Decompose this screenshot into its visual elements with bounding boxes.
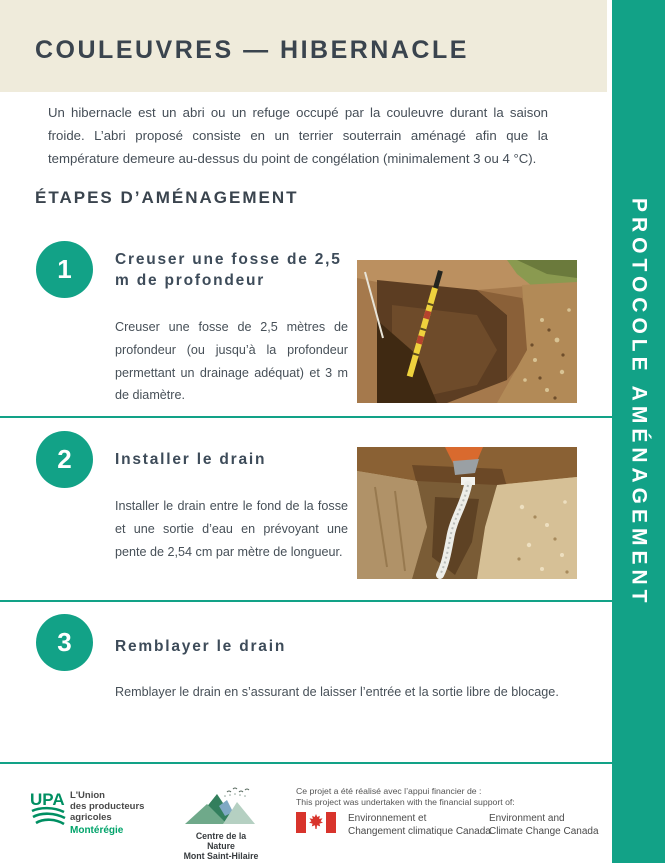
upa-name xyxy=(70,791,144,837)
canada-flag-icon xyxy=(296,812,336,833)
upa-name-line: agricoles xyxy=(70,811,112,823)
step-title: Remblayer le drain xyxy=(115,638,287,655)
eccc-en-line: Climate Change Canada xyxy=(489,825,599,837)
upa-name-line: des producteurs xyxy=(70,800,145,812)
step-number: 2 xyxy=(57,444,72,474)
section-divider xyxy=(0,416,612,418)
mountain-icon xyxy=(183,786,259,826)
drain-installation-photo xyxy=(357,447,577,579)
nature-centre-name-line: Mont Saint-Hilaire xyxy=(183,850,259,861)
step-description: Creuser une fosse de 2,5 mètres de profondeur (ou jusqu’à la profondeur permettant un drainage adéquat) et 3 m de diamètre. xyxy=(115,320,348,403)
eccc-label-fr xyxy=(348,813,491,838)
step-title: Creuser une fosse de 2,5 m de profondeur xyxy=(115,251,342,289)
step-number: 1 xyxy=(57,254,72,284)
financial-support-note xyxy=(296,786,515,807)
page-title: COULEUVRES — HIBERNACLE xyxy=(35,36,469,64)
trench-excavation-photo xyxy=(357,260,577,403)
eccc-label-en xyxy=(489,813,599,838)
step-number-badge xyxy=(36,431,93,488)
nature-centre-name-line: Centre de la Nature xyxy=(195,831,247,851)
section-heading: ÉTAPES D’AMÉNAGEMENT xyxy=(35,188,299,207)
step-description: Installer le drain entre le fond de la fosse et une sortie d’eau en prévoyant une pente de 2,54 cm par mètre de longueur. xyxy=(115,499,348,559)
eccc-en-line: Environment and xyxy=(489,813,565,824)
sidebar-vertical-label: PROTOCOLE AMÉNAGEMENT xyxy=(627,198,651,608)
upa-logo xyxy=(30,790,68,828)
upa-name-line: L'Union xyxy=(70,790,105,801)
section-divider xyxy=(0,600,612,602)
step-description: Remblayer le drain en s’assurant de laisser l’entrée et la sortie libre de blocage. xyxy=(115,685,559,699)
support-note-en: This project was undertaken with the financial support of: xyxy=(296,796,515,807)
support-note-fr: Ce projet a été réalisé avec l’appui financier de : xyxy=(296,786,482,796)
intro-paragraph: Un hibernacle est un abri ou un refuge occupé par la couleuvre durant la saison froide. L’abri proposé consiste en un terrier souterrain aménagé afin que la température demeure au-dessus du point de congélation (minimalement 3 ou 4 °C). xyxy=(48,105,548,166)
step-number-badge xyxy=(36,614,93,671)
step-title: Installer le drain xyxy=(115,451,267,468)
step-number: 3 xyxy=(57,627,72,657)
svg-text:UPA: UPA xyxy=(30,790,65,809)
eccc-fr-line: Changement climatique Canada xyxy=(348,825,491,837)
nature-centre-logo xyxy=(183,786,259,861)
step-number-badge xyxy=(36,241,93,298)
side-accent-bar xyxy=(612,0,665,863)
upa-region-label: Montérégie xyxy=(70,825,124,837)
eccc-fr-line: Environnement et xyxy=(348,813,427,824)
footer-divider xyxy=(0,762,612,764)
